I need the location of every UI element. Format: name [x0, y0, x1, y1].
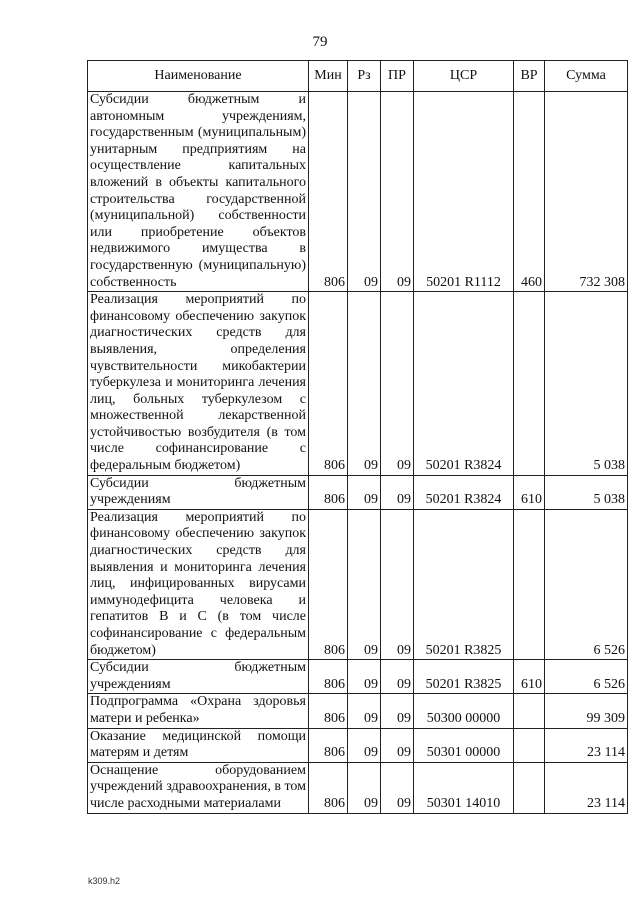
- cell-csr: 50201 R3824: [414, 475, 514, 509]
- cell-sum: 23 114: [545, 762, 628, 813]
- cell-rz: 09: [348, 92, 381, 292]
- cell-csr: 50300 00000: [414, 694, 514, 728]
- cell-sum: 6 526: [545, 509, 628, 659]
- cell-vr: 460: [514, 92, 545, 292]
- cell-rz: 09: [348, 292, 381, 476]
- table-row: [88, 475, 628, 509]
- table-row: [88, 728, 628, 762]
- header-min: Мин: [309, 61, 348, 92]
- cell-rz: 09: [348, 728, 381, 762]
- page-number: 79: [312, 34, 328, 50]
- cell-name: Оснащение оборудованием учреждений здравоохранения, в том числе расходными материалами: [88, 762, 309, 813]
- cell-sum: 5 038: [545, 475, 628, 509]
- cell-vr: 610: [514, 660, 545, 694]
- cell-csr: 50201 R1112: [414, 92, 514, 292]
- cell-min: 806: [309, 762, 348, 813]
- cell-rz: 09: [348, 509, 381, 659]
- header-rz: Рз: [348, 61, 381, 92]
- cell-pr: 09: [381, 92, 414, 292]
- cell-pr: 09: [381, 292, 414, 476]
- cell-min: 806: [309, 728, 348, 762]
- header-sum: Сумма: [545, 61, 628, 92]
- cell-name: Субсидии бюджетным учреждениям: [88, 660, 309, 694]
- table-header-row: [88, 61, 628, 92]
- header-name: Наименование: [88, 61, 309, 92]
- cell-pr: 09: [381, 728, 414, 762]
- table-row: [88, 660, 628, 694]
- cell-min: 806: [309, 660, 348, 694]
- cell-pr: 09: [381, 660, 414, 694]
- cell-pr: 09: [381, 475, 414, 509]
- cell-pr: 09: [381, 762, 414, 813]
- cell-csr: 50201 R3825: [414, 660, 514, 694]
- cell-min: 806: [309, 509, 348, 659]
- cell-rz: 09: [348, 694, 381, 728]
- cell-sum: 6 526: [545, 660, 628, 694]
- cell-sum: 99 309: [545, 694, 628, 728]
- cell-name: Реализация мероприятий по финансовому обеспечению закупок диагностических средств для выявления, определения чувствительности микобактерии туберкулеза и мониторинга лечения лиц, больных туберкулезом с множественной лекарственной устойчивостью возбудителя (в том числе софинансирование с федеральным бюджетом): [88, 292, 309, 476]
- cell-vr: [514, 728, 545, 762]
- cell-name: Субсидии бюджетным учреждениям: [88, 475, 309, 509]
- cell-rz: 09: [348, 762, 381, 813]
- cell-sum: 5 038: [545, 292, 628, 476]
- cell-vr: [514, 762, 545, 813]
- cell-csr: 50301 14010: [414, 762, 514, 813]
- header-vr: ВР: [514, 61, 545, 92]
- table-row: [88, 762, 628, 813]
- footer-code: k309.h2: [88, 876, 121, 886]
- cell-rz: 09: [348, 475, 381, 509]
- table-row: [88, 694, 628, 728]
- cell-csr: 50201 R3824: [414, 292, 514, 476]
- cell-name: Оказание медицинской помощи матерям и детям: [88, 728, 309, 762]
- cell-pr: 09: [381, 694, 414, 728]
- cell-sum: 732 308: [545, 92, 628, 292]
- budget-table: [87, 60, 628, 814]
- cell-vr: [514, 694, 545, 728]
- table-row: [88, 509, 628, 659]
- cell-min: 806: [309, 292, 348, 476]
- table-row: [88, 92, 628, 292]
- table-row: [88, 292, 628, 476]
- cell-pr: 09: [381, 509, 414, 659]
- cell-csr: 50301 00000: [414, 728, 514, 762]
- cell-name: Подпрограмма «Охрана здоровья матери и ребенка»: [88, 694, 309, 728]
- cell-vr: [514, 292, 545, 476]
- cell-min: 806: [309, 92, 348, 292]
- header-pr: ПР: [381, 61, 414, 92]
- cell-min: 806: [309, 694, 348, 728]
- cell-sum: 23 114: [545, 728, 628, 762]
- cell-name: Реализация мероприятий по финансовому обеспечению закупок диагностических средств для выявления и мониторинга лечения лиц, инфицированных вирусами иммунодефицита человека и гепатитов В и С (в том числе софинансирование с федеральным бюджетом): [88, 509, 309, 659]
- cell-name: Субсидии бюджетным и автономным учреждениям, государственным (муниципальным) унитарным предприятиям на осуществление капитальных вложений в объекты капитального строительства государственной (муниципальной) собственности или приобретение объектов недвижимого имущества в государственную (муниципальную) собственность: [88, 92, 309, 292]
- cell-vr: 610: [514, 475, 545, 509]
- cell-min: 806: [309, 475, 348, 509]
- cell-rz: 09: [348, 660, 381, 694]
- header-csr: ЦСР: [414, 61, 514, 92]
- cell-csr: 50201 R3825: [414, 509, 514, 659]
- cell-vr: [514, 509, 545, 659]
